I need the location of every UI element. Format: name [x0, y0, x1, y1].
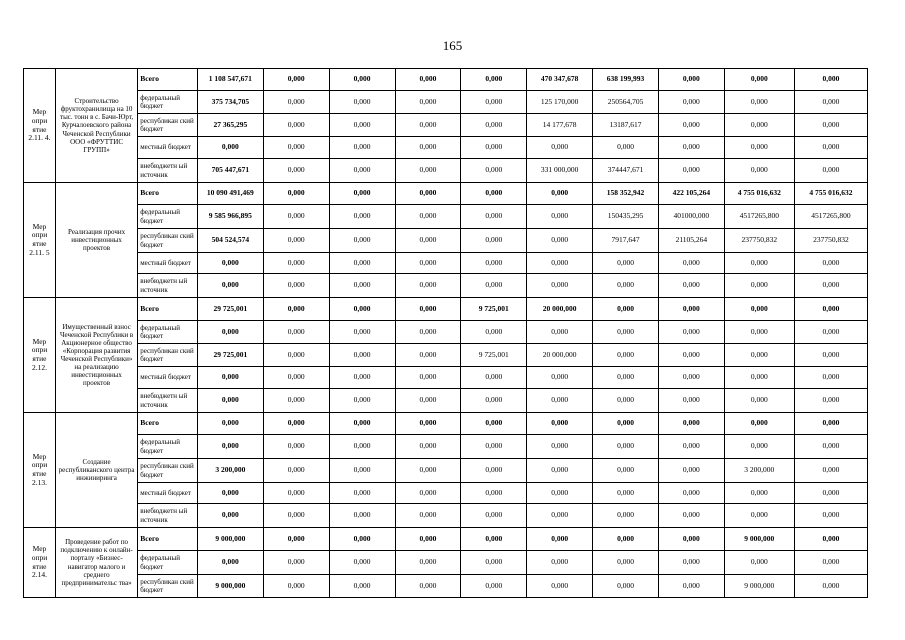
value-cell: 0,000	[658, 459, 724, 483]
funding-source: федеральный бюджет	[138, 321, 198, 344]
value-cell: 0,000	[263, 274, 329, 298]
table-row	[24, 435, 868, 459]
total-cell: 0,000	[197, 389, 263, 413]
value-cell: 0,000	[395, 344, 461, 367]
funding-source: федеральный бюджет	[138, 435, 198, 459]
value-cell: 0,000	[395, 229, 461, 253]
value-cell: 9 000,000	[724, 528, 794, 551]
funding-source: Всего	[138, 413, 198, 435]
value-cell: 0,000	[794, 298, 867, 321]
total-cell: 9 000,000	[197, 528, 263, 551]
value-cell: 0,000	[329, 504, 395, 528]
funding-source: республикан ский бюджет	[138, 344, 198, 367]
value-cell: 0,000	[395, 183, 461, 205]
value-cell: 0,000	[794, 413, 867, 435]
value-cell: 0,000	[395, 551, 461, 575]
value-cell: 0,000	[724, 298, 794, 321]
value-cell: 0,000	[329, 69, 395, 91]
value-cell: 20 000,000	[527, 344, 593, 367]
value-cell: 0,000	[794, 459, 867, 483]
funding-source: республикан ский бюджет	[138, 229, 198, 253]
value-cell: 0,000	[593, 413, 659, 435]
value-cell: 0,000	[658, 69, 724, 91]
table-row	[24, 137, 868, 159]
funding-source: местный бюджет	[138, 137, 198, 159]
value-cell: 0,000	[724, 504, 794, 528]
value-cell: 0,000	[794, 274, 867, 298]
value-cell: 0,000	[329, 551, 395, 575]
event-title: Имущественный взнос Чеченской Республики в Акционерное общество «Корпорация развития Чеченской Республики» на реализацию инвестиционных проектов	[55, 298, 137, 413]
value-cell: 0,000	[527, 183, 593, 205]
table-row	[24, 274, 868, 298]
value-cell: 0,000	[527, 551, 593, 575]
value-cell: 0,000	[593, 504, 659, 528]
value-cell: 0,000	[527, 575, 593, 598]
value-cell: 0,000	[461, 483, 527, 504]
value-cell: 0,000	[395, 69, 461, 91]
value-cell: 374447,671	[593, 159, 659, 183]
value-cell: 0,000	[395, 459, 461, 483]
value-cell: 0,000	[794, 575, 867, 598]
value-cell: 3 200,000	[724, 459, 794, 483]
value-cell: 0,000	[658, 435, 724, 459]
funding-source: республикан ский бюджет	[138, 114, 198, 137]
value-cell: 0,000	[395, 367, 461, 389]
value-cell: 21105,264	[658, 229, 724, 253]
value-cell: 0,000	[461, 435, 527, 459]
value-cell: 250564,705	[593, 91, 659, 114]
table-row	[24, 413, 868, 435]
value-cell: 0,000	[527, 321, 593, 344]
value-cell: 0,000	[794, 114, 867, 137]
value-cell: 0,000	[263, 159, 329, 183]
value-cell: 0,000	[794, 367, 867, 389]
funding-source: внебюджетн ый источник	[138, 159, 198, 183]
value-cell: 0,000	[263, 137, 329, 159]
value-cell: 0,000	[527, 274, 593, 298]
value-cell: 0,000	[724, 114, 794, 137]
value-cell: 0,000	[329, 528, 395, 551]
value-cell: 0,000	[593, 528, 659, 551]
funding-source: местный бюджет	[138, 483, 198, 504]
value-cell: 158 352,942	[593, 183, 659, 205]
total-cell: 0,000	[197, 483, 263, 504]
value-cell: 0,000	[658, 159, 724, 183]
value-cell: 0,000	[794, 528, 867, 551]
table-row	[24, 389, 868, 413]
value-cell: 0,000	[724, 344, 794, 367]
value-cell: 0,000	[395, 413, 461, 435]
value-cell: 0,000	[461, 459, 527, 483]
value-cell: 0,000	[593, 137, 659, 159]
value-cell: 0,000	[794, 137, 867, 159]
total-cell: 29 725,001	[197, 344, 263, 367]
value-cell: 0,000	[527, 435, 593, 459]
table-row	[24, 551, 868, 575]
value-cell: 0,000	[461, 253, 527, 274]
event-title: Проведение работ по подключению к онлайн-порталу «Бизнес-навигатор малого и среднего предпринимательс тва»	[55, 528, 137, 598]
value-cell: 0,000	[395, 274, 461, 298]
value-cell: 0,000	[724, 274, 794, 298]
table-row	[24, 69, 868, 91]
value-cell: 0,000	[329, 183, 395, 205]
value-cell: 0,000	[794, 253, 867, 274]
funding-source: местный бюджет	[138, 253, 198, 274]
value-cell: 0,000	[263, 389, 329, 413]
total-cell: 504 524,574	[197, 229, 263, 253]
funding-source: федеральный бюджет	[138, 91, 198, 114]
value-cell: 0,000	[329, 389, 395, 413]
value-cell: 0,000	[658, 137, 724, 159]
event-code: Мер опри ятие 2.13.	[24, 413, 56, 528]
total-cell: 0,000	[197, 274, 263, 298]
value-cell: 0,000	[658, 114, 724, 137]
total-cell: 705 447,671	[197, 159, 263, 183]
value-cell: 0,000	[527, 367, 593, 389]
event-code: Мер опри ятие 2.11. 5	[24, 183, 56, 298]
value-cell: 0,000	[724, 367, 794, 389]
value-cell: 0,000	[794, 504, 867, 528]
value-cell: 125 170,000	[527, 91, 593, 114]
value-cell: 0,000	[263, 183, 329, 205]
value-cell: 0,000	[658, 389, 724, 413]
value-cell: 0,000	[527, 483, 593, 504]
value-cell: 0,000	[593, 253, 659, 274]
funding-source: внебюджетн ый источник	[138, 389, 198, 413]
value-cell: 0,000	[461, 528, 527, 551]
value-cell: 0,000	[263, 114, 329, 137]
value-cell: 0,000	[395, 483, 461, 504]
value-cell: 0,000	[794, 389, 867, 413]
table-row	[24, 367, 868, 389]
value-cell: 0,000	[263, 551, 329, 575]
value-cell: 0,000	[263, 229, 329, 253]
value-cell: 0,000	[329, 274, 395, 298]
funding-source: республикан ский бюджет	[138, 459, 198, 483]
value-cell: 0,000	[658, 91, 724, 114]
value-cell: 0,000	[794, 483, 867, 504]
value-cell: 0,000	[658, 367, 724, 389]
value-cell: 0,000	[527, 459, 593, 483]
value-cell: 9 725,001	[461, 344, 527, 367]
value-cell: 0,000	[461, 137, 527, 159]
event-code: Мер опри ятие 2.12.	[24, 298, 56, 413]
value-cell: 0,000	[263, 575, 329, 598]
value-cell: 0,000	[395, 435, 461, 459]
total-cell: 3 200,000	[197, 459, 263, 483]
value-cell: 9 000,000	[724, 575, 794, 598]
value-cell: 0,000	[263, 344, 329, 367]
event-code: Мер опри ятие 2.14.	[24, 528, 56, 598]
value-cell: 0,000	[395, 159, 461, 183]
value-cell: 0,000	[461, 413, 527, 435]
value-cell: 0,000	[527, 253, 593, 274]
table-row	[24, 504, 868, 528]
value-cell: 9 725,001	[461, 298, 527, 321]
table-row	[24, 183, 868, 205]
total-cell: 375 734,705	[197, 91, 263, 114]
total-cell: 0,000	[197, 321, 263, 344]
funding-source: внебюджетн ый источник	[138, 274, 198, 298]
value-cell: 0,000	[329, 253, 395, 274]
value-cell: 0,000	[724, 91, 794, 114]
value-cell: 0,000	[724, 483, 794, 504]
value-cell: 0,000	[527, 137, 593, 159]
value-cell: 0,000	[794, 435, 867, 459]
value-cell: 0,000	[724, 435, 794, 459]
value-cell: 638 199,993	[593, 69, 659, 91]
total-cell: 0,000	[197, 253, 263, 274]
value-cell: 150435,295	[593, 205, 659, 229]
total-cell: 0,000	[197, 413, 263, 435]
budget-table	[23, 68, 868, 598]
value-cell: 0,000	[329, 298, 395, 321]
value-cell: 0,000	[658, 321, 724, 344]
value-cell: 0,000	[461, 69, 527, 91]
value-cell: 0,000	[593, 483, 659, 504]
value-cell: 0,000	[724, 389, 794, 413]
value-cell: 0,000	[527, 205, 593, 229]
value-cell: 0,000	[461, 321, 527, 344]
value-cell: 20 000,000	[527, 298, 593, 321]
value-cell: 0,000	[395, 575, 461, 598]
value-cell: 0,000	[461, 183, 527, 205]
value-cell: 0,000	[461, 367, 527, 389]
value-cell: 0,000	[461, 504, 527, 528]
event-code: Мер опри ятие 2.11. 4.	[24, 69, 56, 183]
value-cell: 0,000	[527, 229, 593, 253]
table-row	[24, 91, 868, 114]
value-cell: 7917,647	[593, 229, 659, 253]
value-cell: 0,000	[395, 389, 461, 413]
value-cell: 0,000	[593, 344, 659, 367]
value-cell: 0,000	[658, 344, 724, 367]
value-cell: 13187,617	[593, 114, 659, 137]
value-cell: 331 000,000	[527, 159, 593, 183]
value-cell: 0,000	[794, 321, 867, 344]
value-cell: 0,000	[461, 551, 527, 575]
table-row	[24, 253, 868, 274]
value-cell: 0,000	[527, 528, 593, 551]
value-cell: 0,000	[527, 504, 593, 528]
value-cell: 0,000	[461, 114, 527, 137]
table-row	[24, 205, 868, 229]
value-cell: 0,000	[724, 551, 794, 575]
table-row	[24, 459, 868, 483]
value-cell: 0,000	[263, 253, 329, 274]
table-row	[24, 298, 868, 321]
value-cell: 0,000	[263, 205, 329, 229]
total-cell: 10 090 491,469	[197, 183, 263, 205]
value-cell: 0,000	[395, 205, 461, 229]
total-cell: 0,000	[197, 504, 263, 528]
value-cell: 0,000	[658, 298, 724, 321]
total-cell: 29 725,001	[197, 298, 263, 321]
value-cell: 0,000	[461, 205, 527, 229]
value-cell: 0,000	[658, 551, 724, 575]
value-cell: 0,000	[593, 274, 659, 298]
value-cell: 0,000	[329, 367, 395, 389]
value-cell: 0,000	[794, 159, 867, 183]
value-cell: 0,000	[658, 253, 724, 274]
value-cell: 0,000	[263, 483, 329, 504]
value-cell: 0,000	[329, 483, 395, 504]
value-cell: 0,000	[724, 137, 794, 159]
value-cell: 0,000	[794, 344, 867, 367]
value-cell: 0,000	[395, 91, 461, 114]
value-cell: 0,000	[329, 459, 395, 483]
value-cell: 0,000	[658, 504, 724, 528]
table-row	[24, 344, 868, 367]
funding-source: Всего	[138, 69, 198, 91]
value-cell: 237750,832	[724, 229, 794, 253]
value-cell: 0,000	[593, 435, 659, 459]
value-cell: 0,000	[461, 274, 527, 298]
value-cell: 0,000	[329, 344, 395, 367]
value-cell: 0,000	[794, 91, 867, 114]
event-title: Строительство фруктохранилища на 10 тыс. тонн в с. Бачи-Юрт, Курчалоевского района Чеченской Республики ООО «ФРУТТИС ГРУПП»	[55, 69, 137, 183]
value-cell: 14 177,678	[527, 114, 593, 137]
value-cell: 0,000	[395, 137, 461, 159]
total-cell: 27 365,295	[197, 114, 263, 137]
value-cell: 0,000	[724, 69, 794, 91]
table-row	[24, 483, 868, 504]
value-cell: 0,000	[263, 321, 329, 344]
value-cell: 0,000	[263, 459, 329, 483]
value-cell: 0,000	[794, 69, 867, 91]
funding-source: Всего	[138, 183, 198, 205]
page-number: 165	[442, 38, 463, 53]
value-cell: 0,000	[395, 528, 461, 551]
value-cell: 0,000	[263, 413, 329, 435]
value-cell: 0,000	[329, 137, 395, 159]
total-cell: 0,000	[197, 367, 263, 389]
value-cell: 0,000	[461, 91, 527, 114]
value-cell: 0,000	[263, 504, 329, 528]
value-cell: 0,000	[395, 298, 461, 321]
table-row	[24, 114, 868, 137]
value-cell: 4517265,800	[794, 205, 867, 229]
value-cell: 470 347,678	[527, 69, 593, 91]
funding-source: внебюджетн ый источник	[138, 504, 198, 528]
value-cell: 0,000	[593, 551, 659, 575]
total-cell: 1 108 547,671	[197, 69, 263, 91]
value-cell: 0,000	[724, 321, 794, 344]
value-cell: 0,000	[329, 91, 395, 114]
funding-source: федеральный бюджет	[138, 205, 198, 229]
funding-source: федеральный бюджет	[138, 551, 198, 575]
value-cell: 0,000	[593, 367, 659, 389]
total-cell: 9 000,000	[197, 575, 263, 598]
value-cell: 0,000	[263, 528, 329, 551]
value-cell: 0,000	[263, 367, 329, 389]
value-cell: 4 755 016,632	[724, 183, 794, 205]
value-cell: 0,000	[593, 321, 659, 344]
value-cell: 0,000	[329, 205, 395, 229]
value-cell: 0,000	[527, 389, 593, 413]
funding-source: Всего	[138, 528, 198, 551]
value-cell: 0,000	[658, 274, 724, 298]
value-cell: 0,000	[263, 69, 329, 91]
table-row	[24, 229, 868, 253]
value-cell: 0,000	[724, 413, 794, 435]
event-title: Создание республиканского центра инжиниринга	[55, 413, 137, 528]
value-cell: 422 105,264	[658, 183, 724, 205]
value-cell: 4517265,800	[724, 205, 794, 229]
value-cell: 0,000	[593, 575, 659, 598]
value-cell: 0,000	[658, 483, 724, 504]
value-cell: 0,000	[527, 413, 593, 435]
value-cell: 0,000	[329, 435, 395, 459]
value-cell: 0,000	[395, 504, 461, 528]
funding-source: республикан ский бюджет	[138, 575, 198, 598]
table-row	[24, 159, 868, 183]
value-cell: 0,000	[658, 528, 724, 551]
value-cell: 0,000	[263, 91, 329, 114]
value-cell: 0,000	[329, 575, 395, 598]
value-cell: 237750,832	[794, 229, 867, 253]
value-cell: 0,000	[724, 253, 794, 274]
value-cell: 0,000	[329, 114, 395, 137]
value-cell: 0,000	[395, 253, 461, 274]
value-cell: 0,000	[461, 389, 527, 413]
value-cell: 0,000	[794, 551, 867, 575]
value-cell: 0,000	[461, 159, 527, 183]
value-cell: 0,000	[593, 298, 659, 321]
value-cell: 0,000	[724, 159, 794, 183]
value-cell: 0,000	[461, 229, 527, 253]
total-cell: 0,000	[197, 435, 263, 459]
value-cell: 401000,000	[658, 205, 724, 229]
value-cell: 0,000	[593, 389, 659, 413]
value-cell: 0,000	[329, 321, 395, 344]
value-cell: 0,000	[263, 298, 329, 321]
value-cell: 0,000	[461, 575, 527, 598]
value-cell: 0,000	[658, 413, 724, 435]
value-cell: 0,000	[658, 575, 724, 598]
value-cell: 0,000	[329, 229, 395, 253]
value-cell: 0,000	[593, 459, 659, 483]
table-row	[24, 528, 868, 551]
funding-source: местный бюджет	[138, 367, 198, 389]
value-cell: 0,000	[263, 435, 329, 459]
funding-source: Всего	[138, 298, 198, 321]
total-cell: 0,000	[197, 137, 263, 159]
table-row	[24, 575, 868, 598]
value-cell: 0,000	[395, 114, 461, 137]
total-cell: 0,000	[197, 551, 263, 575]
value-cell: 0,000	[395, 321, 461, 344]
total-cell: 9 585 966,895	[197, 205, 263, 229]
table-row	[24, 321, 868, 344]
value-cell: 0,000	[329, 413, 395, 435]
value-cell: 4 755 016,632	[794, 183, 867, 205]
event-title: Реализация прочих инвестиционных проектов	[55, 183, 137, 298]
value-cell: 0,000	[329, 159, 395, 183]
